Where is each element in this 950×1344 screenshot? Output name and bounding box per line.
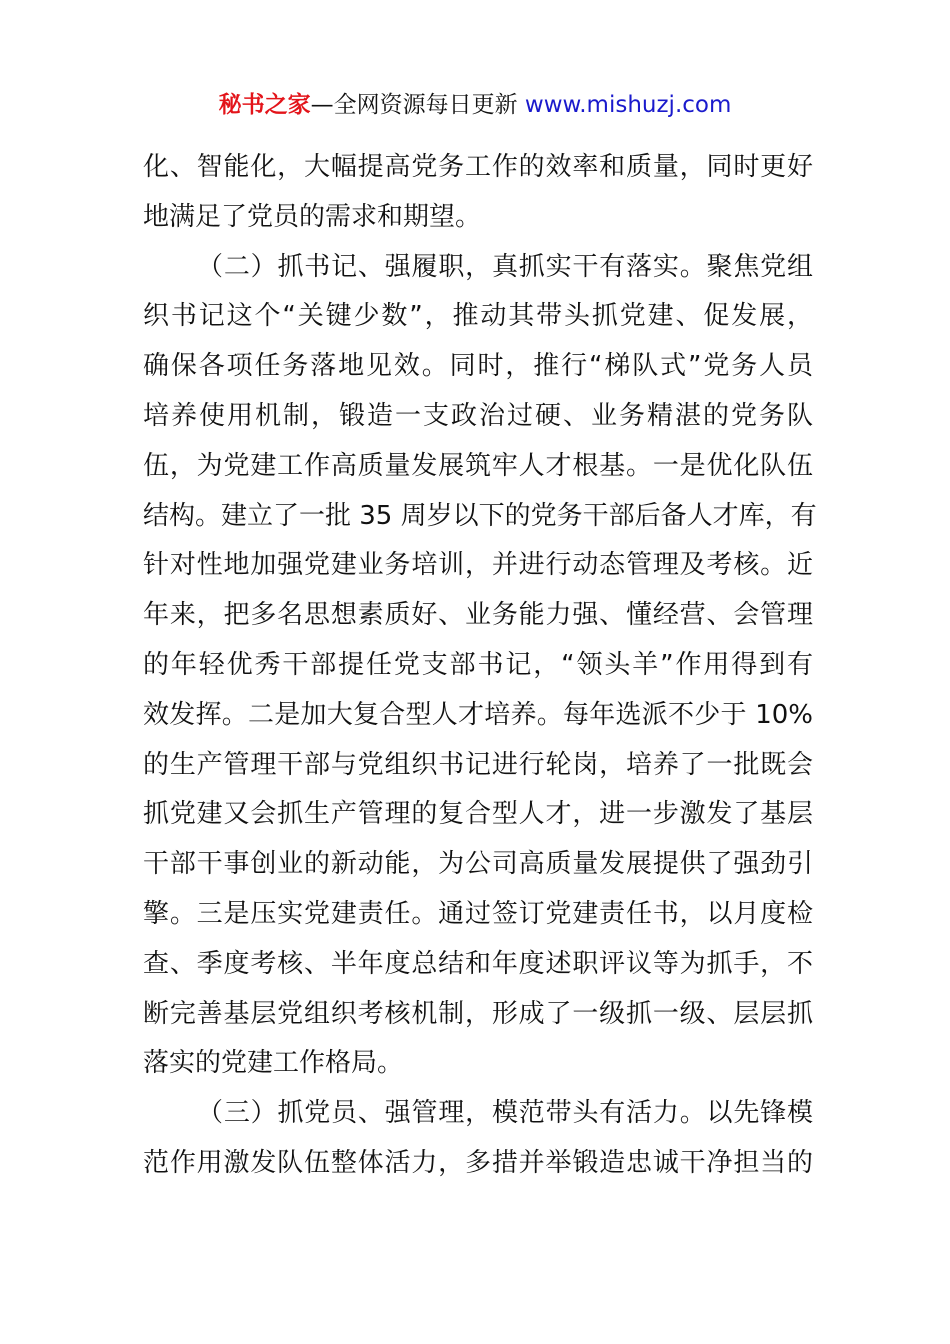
text-line: 确保各项任务落地见效。同时，推行“梯队式”党务人员 [143,351,813,382]
text-line: （二）抓书记、强履职，真抓实干有落实。聚焦党组 [197,251,813,282]
text-line: 地满足了党员的需求和期望。 [143,201,482,232]
page-header [0,88,950,122]
text-line: 范作用激发队伍整体活力，多措并举锻造忠诚干净担当的 [143,1147,813,1178]
text-line: 抓党建又会抓生产管理的复合型人才，进一步激发了基层 [143,799,813,830]
text-line: 擎。三是压实党建责任。通过签订党建责任书，以月度检 [143,898,813,929]
text-line: 的年轻优秀干部提任党支部书记，“领头羊”作用得到有 [143,649,813,680]
text-line: 织书记这个“关键少数”，推动其带头抓党建、促发展， [143,301,813,332]
text-line: 培养使用机制，锻造一支政治过硬、业务精湛的党务队 [143,400,813,431]
document-body [143,143,817,1189]
text-line: 伍，为党建工作高质量发展筑牢人才根基。一是优化队伍 [143,450,813,481]
text-line: 针对性地加强党建业务培训，并进行动态管理及考核。近 [143,550,813,581]
text-line: 落实的党建工作格局。 [143,1048,404,1079]
site-url-link[interactable]: www.mishuzj.com [524,92,732,118]
text-line: 年来，把多名思想素质好、业务能力强、懂经营、会管理 [143,600,813,631]
text-line: 的生产管理干部与党组织书记进行轮岗，培养了一批既会 [143,749,813,780]
text-line: （三）抓党员、强管理，模范带头有活力。以先锋模 [197,1098,813,1129]
text-line: 化、智能化，大幅提高党务工作的效率和质量，同时更好 [143,152,813,182]
text-line: 结构。建立了一批 35 周岁以下的党务干部后备人才库，有 [143,500,817,531]
text-line: 查、季度考核、半年度总结和年度述职评议等为抓手，不 [143,948,813,979]
text-line: 干部干事创业的新动能，为公司高质量发展提供了强劲引 [143,849,813,880]
brand-name: 秘书之家 [218,92,311,118]
text-line: 断完善基层党组织考核机制，形成了一级抓一级、层层抓 [143,998,813,1029]
header-tagline: —全网资源每日更新 [310,92,525,118]
text-line: 效发挥。二是加大复合型人才培养。每年选派不少于 10% [143,699,813,730]
